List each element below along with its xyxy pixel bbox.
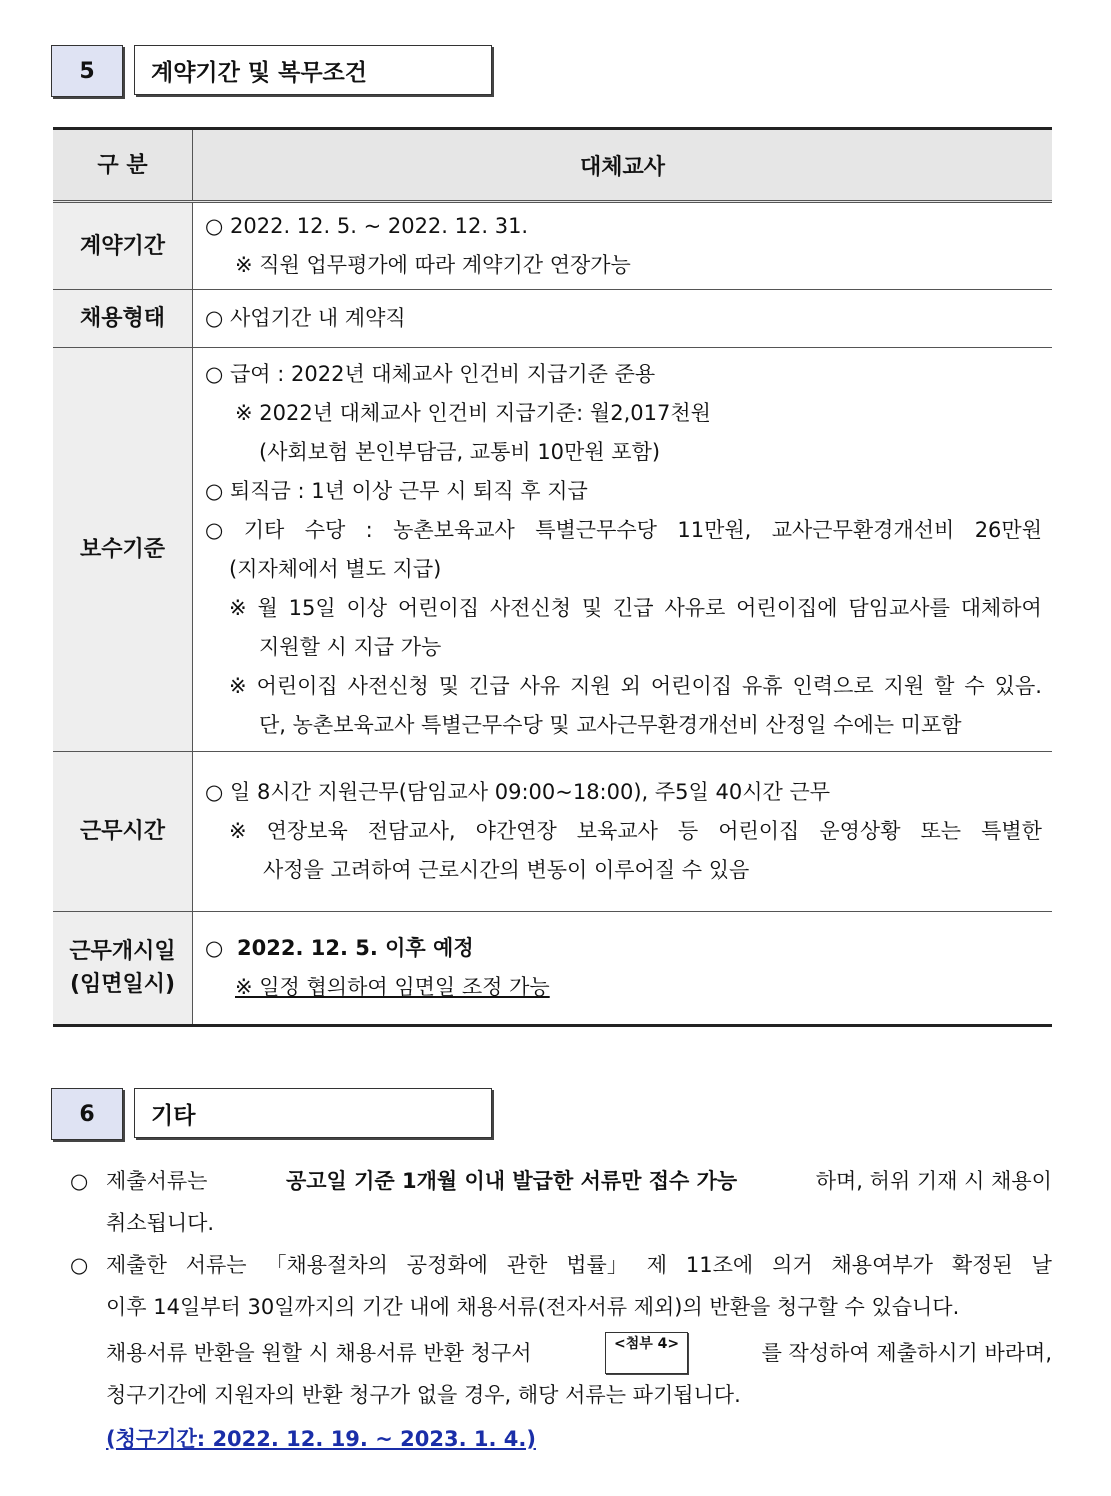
word: 기타 — [243, 517, 285, 542]
submission-docs-post: 하며, 허위 기재 시 채용이 — [815, 1169, 1052, 1193]
return-docs-line3-pre: 채용서류 반환을 원할 시 채용서류 반환 청구서 — [106, 1341, 532, 1365]
pay-allowance-source: (지자체에서 별도 지급) — [229, 556, 442, 581]
table-row-work-hours — [53, 752, 1052, 912]
word: 등 — [677, 819, 699, 843]
submission-docs-line — [106, 1160, 1052, 1202]
word: 사전신청 — [489, 595, 572, 620]
work-hours-note — [205, 812, 1042, 851]
word: 이상 — [346, 595, 388, 620]
start-date-note: ※ 일정 협의하여 임면일 조정 가능 — [235, 975, 550, 999]
pay-salary-line: ○ 급여 : 2022년 대체교사 인건비 지급기준 준용 — [205, 361, 656, 386]
word: 및 — [438, 673, 460, 698]
word: 보육교사 — [576, 819, 658, 843]
word: 사전신청 — [347, 673, 429, 698]
word: 공정화에 — [406, 1253, 488, 1277]
header-category: 구 분 — [53, 129, 193, 202]
word: 인력으로 — [792, 673, 874, 698]
word: 월 — [257, 595, 278, 620]
word: 긴급 — [469, 673, 510, 698]
row-label-start-date — [53, 912, 193, 1026]
return-docs-line1 — [106, 1244, 1052, 1286]
word: 지원 — [570, 673, 611, 698]
start-date-line — [205, 929, 1042, 968]
pay-note-idle-staff-cont: 단, 농촌보육교사 특별근무수당 및 교사근무환경개선비 산정일 수에는 미포함 — [259, 712, 962, 737]
word: 또는 — [920, 819, 962, 843]
contract-conditions-table — [53, 127, 1052, 1027]
word: 확정된 — [951, 1253, 1013, 1277]
word: 날 — [1031, 1253, 1052, 1277]
bullet-circle: ○ — [205, 936, 224, 960]
word: 특별근무수당 — [535, 517, 657, 542]
word: 대체하여 — [960, 595, 1042, 620]
submission-docs-bold: 공고일 기준 1개월 이내 발급한 서류만 접수 가능 — [285, 1169, 738, 1193]
section-title-5: 계약기간 및 복무조건 — [134, 45, 492, 95]
word: 어린이집 — [718, 819, 800, 843]
word: 채용여부가 — [831, 1253, 933, 1277]
word: 11조에 — [685, 1253, 754, 1277]
submission-docs-cont: 취소됩니다. — [106, 1211, 215, 1235]
word: 의거 — [772, 1253, 813, 1277]
table-row-pay-standard — [53, 348, 1052, 752]
word: 26만원 — [974, 517, 1042, 542]
word: 담임교사를 — [848, 595, 950, 620]
word: 어린이집에 — [736, 595, 838, 620]
word: 긴급 — [613, 595, 654, 620]
word: 야간연장 — [475, 819, 557, 843]
work-hours-line: ○ 일 8시간 지원근무(담임교사 09:00~18:00), 주5일 40시간 근무 — [205, 780, 831, 804]
word: 서류는 — [185, 1253, 247, 1277]
row-content-work-hours — [193, 752, 1053, 912]
row-label-employment-type: 채용형태 — [53, 290, 193, 348]
row-label-work-hours: 근무시간 — [53, 752, 193, 912]
word: 법률」 — [566, 1253, 628, 1277]
word: 수 — [964, 673, 985, 698]
word: 지원 — [883, 673, 925, 698]
return-docs-line4: 청구기간에 지원자의 반환 청구가 없을 경우, 해당 서류는 파기됩니다. — [106, 1383, 741, 1407]
section-title-6: 기타 — [134, 1088, 492, 1138]
pay-allowance-line — [205, 511, 1042, 550]
word: ※ — [229, 819, 247, 843]
word: 15일 — [288, 595, 336, 620]
word: ○ — [205, 517, 224, 542]
word: 및 — [581, 595, 603, 620]
word: 농촌보육교사 — [393, 517, 515, 542]
word: 어린이집 — [256, 673, 338, 698]
header-substitute-teacher: 대체교사 — [193, 129, 1053, 202]
word: 있음. — [994, 673, 1042, 698]
claim-period-wrap — [70, 1418, 1052, 1460]
contract-period-dates: ○ 2022. 12. 5. ~ 2022. 12. 31. — [205, 214, 529, 238]
row-content-start-date — [193, 912, 1053, 1026]
pay-note-15days-cont: 지원할 시 지급 가능 — [259, 634, 442, 659]
word: 관한 — [506, 1253, 548, 1277]
word: 11만원, — [677, 517, 752, 542]
return-docs-line3-post: 를 작성하여 제출하시기 바라며, — [761, 1341, 1052, 1365]
return-docs-line3 — [70, 1332, 1052, 1374]
contract-extension-note: ※ 직원 업무평가에 따라 계약기간 연장가능 — [235, 253, 631, 277]
word: 「채용절차의 — [265, 1253, 388, 1277]
section-number-6: 6 — [51, 1088, 123, 1140]
return-docs-line2: 이후 14일부터 30일까지의 기간 내에 채용서류(전자서류 제외)의 반환을 청구할 수 있습니다. — [106, 1295, 960, 1319]
pay-note-idle-staff — [205, 667, 1042, 706]
word: 유휴 — [741, 673, 783, 698]
word: 어린이집 — [650, 673, 733, 698]
start-date-note-wrap — [205, 968, 1042, 1007]
row-label-pay-standard: 보수기준 — [53, 348, 193, 752]
word: 수당 — [304, 517, 346, 542]
section-number-5: 5 — [51, 45, 123, 97]
word: 외 — [620, 673, 641, 698]
work-hours-note-cont: 사정을 고려하여 근로시간의 변동이 이루어질 수 있음 — [263, 858, 750, 882]
pay-severance-line: ○ 퇴직금 : 1년 이상 근무 시 퇴직 후 지급 — [205, 478, 588, 503]
row-content-employment-type — [193, 290, 1053, 348]
word: 특별한 — [981, 819, 1042, 843]
employment-type-text: ○ 사업기간 내 계약직 — [205, 306, 406, 330]
attachment-4-label: <첨부 4> — [605, 1332, 688, 1374]
bullet-circle: ○ — [70, 1253, 89, 1277]
table-row-start-date — [53, 912, 1052, 1026]
word: 제출한 — [106, 1253, 167, 1277]
claim-period: (청구기간: 2022. 12. 19. ~ 2023. 1. 4.) — [106, 1427, 536, 1451]
word: 제 — [646, 1253, 668, 1277]
pay-standard-note: ※ 2022년 대체교사 인건비 지급기준: 월2,017천원 — [235, 400, 711, 425]
row-label-contract-period: 계약기간 — [53, 202, 193, 290]
table-row-employment-type — [53, 290, 1052, 348]
word: 사유로 — [664, 595, 726, 620]
row-content-pay-standard — [193, 348, 1053, 752]
word: 할 — [934, 673, 955, 698]
row-content-contract-period — [193, 202, 1053, 290]
word: 전담교사, — [367, 819, 456, 843]
return-docs-paragraph — [70, 1244, 1052, 1286]
row-label-start-date-line1: 근무개시일 — [69, 939, 176, 964]
word: 운영상황 — [819, 819, 901, 843]
pay-note-15days — [205, 589, 1042, 628]
start-date-text: 2022. 12. 5. 이후 예정 — [237, 936, 474, 960]
bullet-circle: ○ — [70, 1169, 89, 1193]
submission-docs-pre: 제출서류는 — [106, 1169, 208, 1193]
table-header-row — [53, 129, 1052, 202]
word: : — [365, 517, 373, 542]
row-label-start-date-line2: (임면일시) — [69, 972, 176, 997]
word: ※ — [229, 673, 247, 698]
word: 어린이집 — [397, 595, 480, 620]
word: 연장보육 — [266, 819, 348, 843]
submission-docs-paragraph — [70, 1160, 1052, 1202]
word: ※ — [229, 595, 247, 620]
word: 교사근무환경개선비 — [771, 517, 955, 542]
section6-body — [70, 1160, 1052, 1460]
pay-standard-include-note: (사회보험 본인부담금, 교통비 10만원 포함) — [259, 439, 661, 464]
word: 사유 — [519, 673, 561, 698]
table-row-contract-period — [53, 202, 1052, 290]
